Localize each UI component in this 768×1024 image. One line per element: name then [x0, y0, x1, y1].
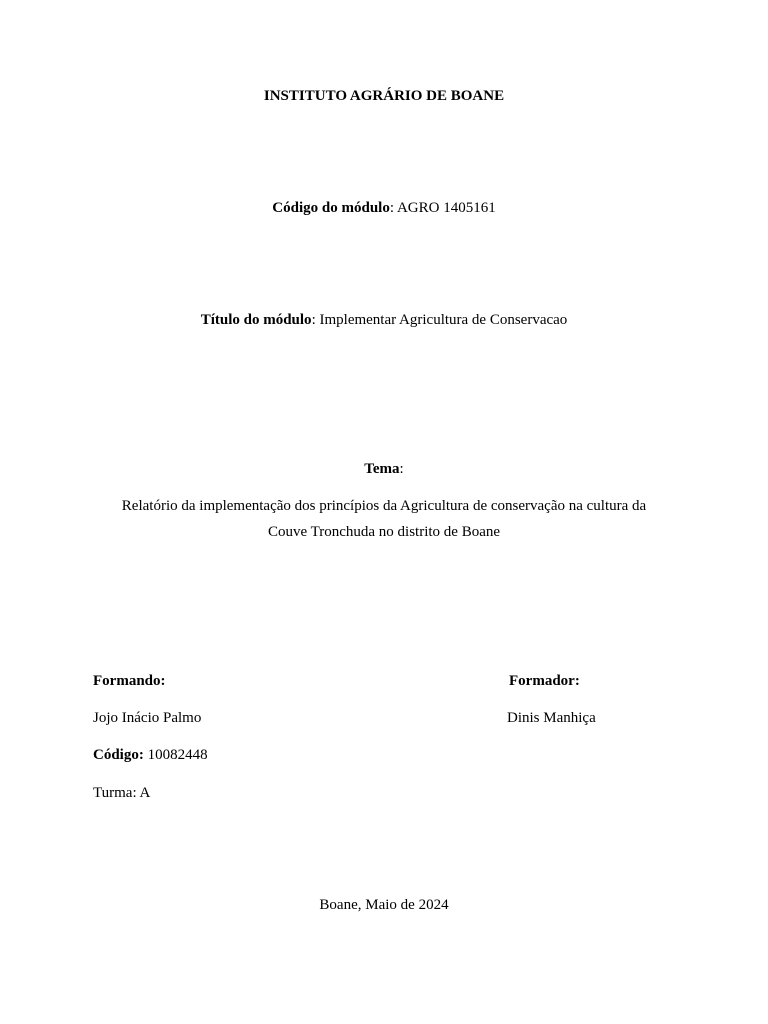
trainee-code-label: Código:: [93, 747, 144, 763]
theme-text-line-2: Couve Tronchuda no distrito de Boane: [267, 524, 501, 540]
module-code-value: AGRO 1405161: [396, 200, 496, 216]
trainee-code-value: 10082448: [143, 747, 208, 763]
theme-label: Tema: [364, 461, 400, 477]
theme-text-line-1: Relatório da implementação dos princípios da Agricultura de conservação na cultura da: [121, 498, 647, 514]
trainer-heading: Formador:: [509, 673, 580, 689]
trainee-name: Jojo Inácio Palmo: [93, 710, 202, 726]
trainer-name: Dinis Manhiça: [507, 710, 596, 726]
place-and-date: Boane, Maio de 2024: [319, 897, 449, 913]
module-code-label: Código do módulo: [272, 200, 390, 216]
trainee-heading: Formando:: [93, 673, 166, 689]
module-title-label: Título do módulo: [200, 312, 312, 328]
theme-heading: [0, 460, 768, 478]
module-title-line: [0, 311, 768, 329]
module-title-value: Implementar Agricultura de Conservacao: [319, 312, 568, 328]
module-code-line: [0, 199, 768, 217]
module-code-separator: :: [389, 200, 397, 216]
trainee-code-line: [93, 746, 208, 764]
trainee-class: Turma: A: [93, 785, 151, 801]
institution-title: INSTITUTO AGRÁRIO DE BOANE: [263, 88, 505, 104]
module-title-separator: :: [311, 312, 320, 328]
theme-separator: :: [399, 461, 404, 477]
